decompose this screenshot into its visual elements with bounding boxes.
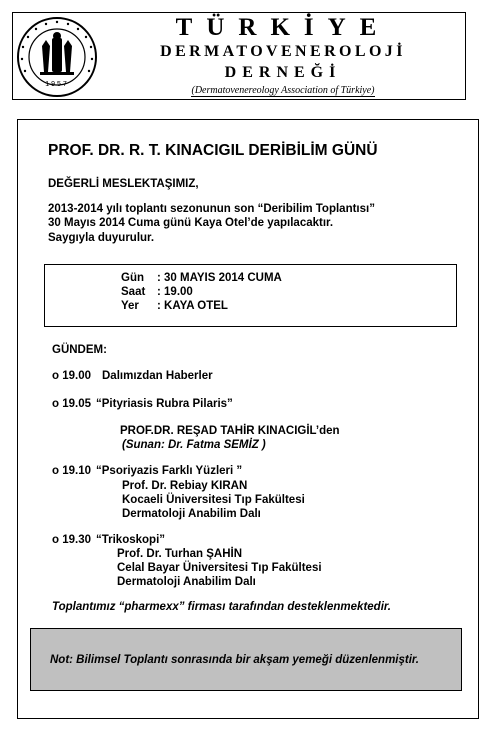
info-value-day: : 30 MAYIS 2014 CUMA <box>157 272 282 284</box>
agenda-speaker: PROF.DR. REŞAD TAHİR KINACIGİL’den <box>120 425 340 437</box>
agenda-affiliation: Kocaeli Üniversitesi Tıp Fakültesi <box>122 494 305 506</box>
header-subtitle: DERMATOVENEROLOJİ <box>160 43 406 60</box>
agenda-time: o 19.05 <box>52 398 91 410</box>
agenda-time: o 19.10 <box>52 465 91 477</box>
seal-year: 1957 <box>45 81 69 88</box>
info-value-place: : KAYA OTEL <box>157 300 228 312</box>
dinner-note-text: Not: Bilimsel Toplantı sonrasında bir akşam yemeği düzenlenmiştir. <box>50 654 419 666</box>
header-english-name <box>108 85 458 96</box>
intro-line: 30 Mayıs 2014 Cuma günü Kaya Otel’de yapılacaktır. <box>48 217 334 229</box>
agenda-affiliation: Dermatoloji Anabilim Dalı <box>117 576 256 588</box>
info-value-time: : 19.00 <box>157 286 193 298</box>
agenda-presenter: (Sunan: Dr. Fatma SEMİZ ) <box>122 439 266 451</box>
info-label-time: Saat <box>121 286 146 298</box>
header-title: TÜRKİYE <box>175 14 391 41</box>
agenda-affiliation: Celal Bayar Üniversitesi Tıp Fakültesi <box>117 562 322 574</box>
agenda-title: “Pityriasis Rubra Pilaris” <box>96 398 233 410</box>
agenda-title: Dalımızdan Haberler <box>102 370 213 382</box>
agenda-time: o 19.30 <box>52 534 91 546</box>
agenda-speaker: Prof. Dr. Rebiay KIRAN <box>122 480 248 492</box>
agenda-time: o 19.00 <box>52 370 91 382</box>
association-seal-logo <box>16 16 98 98</box>
agenda-title: “Psoriyazis Farklı Yüzleri ” <box>96 465 243 477</box>
agenda-heading: GÜNDEM: <box>52 344 107 356</box>
agenda-speaker: Prof. Dr. Turhan ŞAHİN <box>117 548 243 560</box>
salutation: DEĞERLİ MESLEKTAŞIMIZ, <box>48 178 199 190</box>
event-title: PROF. DR. R. T. KINACIGIL DERİBİLİM GÜNÜ <box>48 142 378 159</box>
sponsor-note: Toplantımız “pharmexx” firması tarafından desteklenmektedir. <box>52 601 391 613</box>
intro-line: Saygıyla duyurulur. <box>48 232 155 244</box>
info-label-place: Yer <box>121 300 139 312</box>
agenda-affiliation: Dermatoloji Anabilim Dalı <box>122 508 261 520</box>
info-label-day: Gün <box>121 272 144 284</box>
header-subtitle-2: DERNEĞİ <box>224 64 342 81</box>
header-english-text: (Dermatovenereology Association of Türkiye) <box>191 85 375 96</box>
intro-line: 2013-2014 yılı toplantı sezonunun son “Deribilim Toplantısı” <box>48 203 375 215</box>
agenda-title: “Trikoskopi” <box>96 534 166 546</box>
